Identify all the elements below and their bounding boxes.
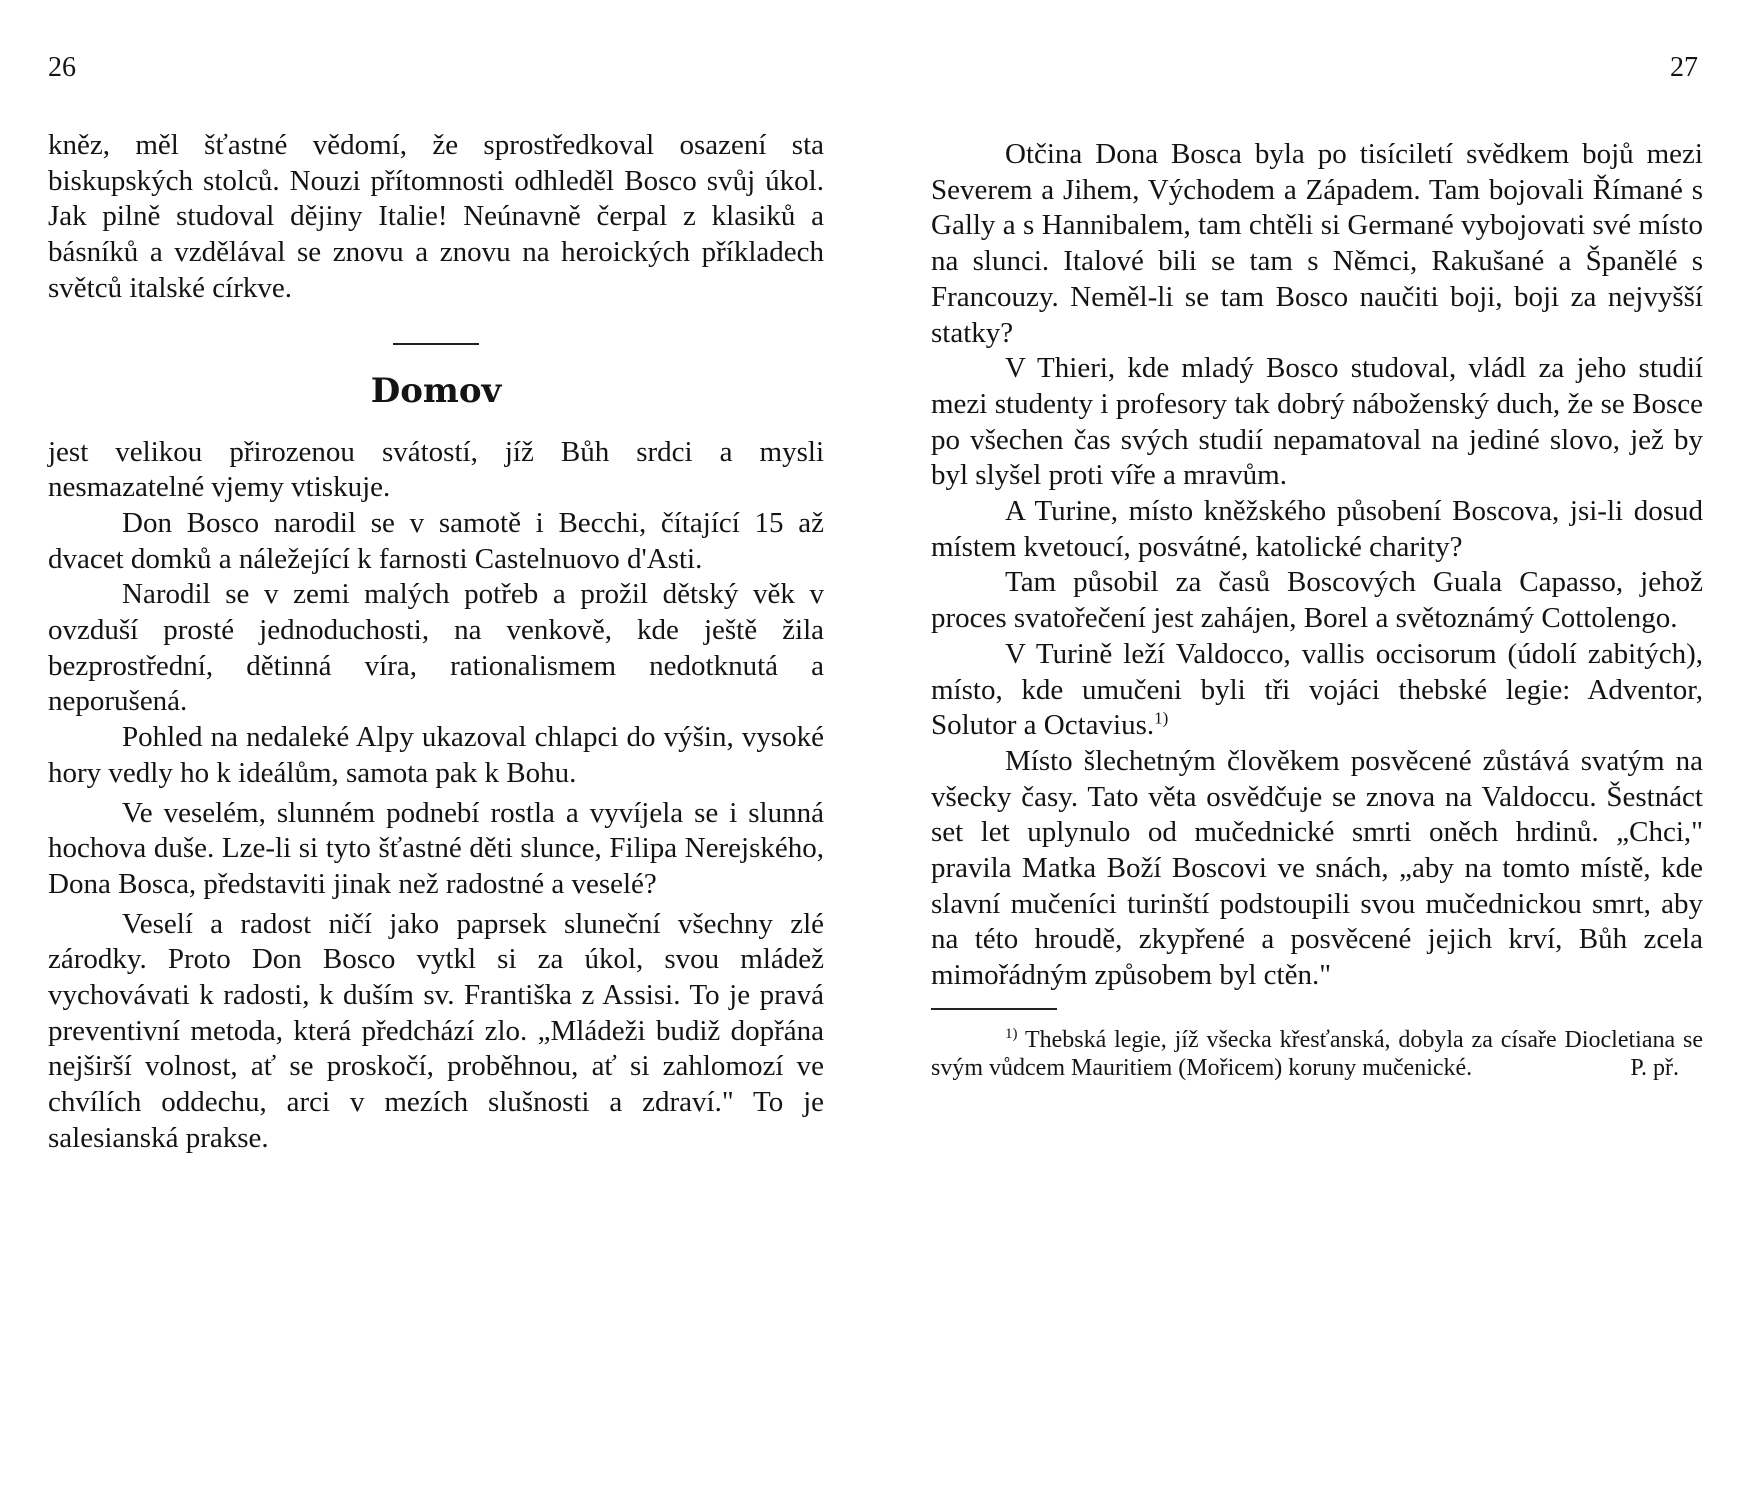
paragraph: Tam působil za časů Boscových Guala Capasso, jehož proces svatořečení jest zahájen, Borel a světoznámý Cottolengo. — [931, 566, 1703, 635]
paragraph: Pohled na nedaleké Alpy ukazoval chlapci do výšin, vysoké hory vedly ho k ideálům, samota pak k Bohu. — [48, 721, 824, 789]
paragraph: Veselí a radost ničí jako paprsek sluneční všechny zlé zárodky. Proto Don Bosco vytkl si za úkol, svou mládež vychovávati k radosti, k duším sv. Františka z Assisi. To je pravá preventivní metoda, která předchází zlo. „Mládeži budiž dopřána nejširší volnost, ať se proskočí, proběhnou, ať si zahlomozí ve chvílích oddechu, arci v mezích slušnosti a zdraví." To je salesianská prakse. — [48, 907, 824, 1154]
footnote-reference: 1) — [1154, 708, 1169, 728]
right-text-column — [931, 137, 1703, 1082]
paragraph: Narodil se v zemi malých potřeb a prožil dětský věk v ovzduší prosté jednoduchosti, na venkově, kde ještě žila bezprostřední, dětinná víra, rationalismem nedotknutá a neporušená. — [48, 578, 824, 718]
paragraph: Don Bosco narodil se v samotě i Becchi, čítající 15 až dvacet domků a náležející k farnosti Castelnuovo d'Asti. — [48, 506, 824, 575]
paragraph: V Thieri, kde mladý Bosco studoval, vládl za jeho studií mezi studenty i profesory tak dobrý náboženský duch, že se Bosce po všechen čas svých studií nepamatoval na jediné slovo, jež by byl slyšel proti víře a mravům. — [931, 352, 1703, 492]
paragraph: Místo šlechetným člověkem posvěcené zůstává svatým na všecky časy. Tato věta osvědčuje se znova na Valdoccu. Šestnáct set let uplynulo od mučednické smrti oněch hrdinů. „Chci," pravila Matka Boží Boscovi ve snách, „aby na tomto místě, kde slavní mučeníci turinští podstoupili svou mučednickou smrt, aby na této hroudě, zkypřené a posvěcené jejich krví, Bůh zcela mimořádným způsobem byl ctěn." — [931, 744, 1703, 992]
paragraph: Otčina Dona Bosca byla po tisíciletí svědkem bojů mezi Severem a Jihem, Východem a Západem. Tam bojovali Římané s Gally a s Hannibalem, tam chtěli si Germané vybojovati své místo na slunci. Italové bili se tam s Němci, Rakušané a Španělé s Francouzy. Neměl-li se tam Bosco naučiti boji, boji za nejvyšší statky? — [931, 138, 1703, 349]
footnote-signature: P. př. — [1630, 1054, 1679, 1081]
footnote-text: Thebská legie, jíž všecka křesťanská, dobyla za císaře Diocletiana se svým vůdcem Mauritiem (Mořicem) koruny mučenické. — [931, 1026, 1703, 1081]
footnote-marker: 1) — [1005, 1025, 1018, 1042]
right-page — [873, 0, 1746, 1500]
paragraph: Ve veselém, slunném podnebí rostla a vyvíjela se i slunná hochova duše. Lze-li si tyto šťastné děti slunce, Filipa Nerejského, Dona Bosca, představiti jinak než radostné a veselé? — [48, 796, 824, 900]
footnote — [931, 1020, 1703, 1082]
left-text-column — [48, 128, 824, 1157]
page-number-right: 27 — [1670, 52, 1698, 83]
footnote-divider — [931, 1008, 1057, 1010]
paragraph: A Turine, místo kněžského působení Boscova, jsi-li dosud místem kvetoucí, posvátné, katolické charity? — [931, 495, 1703, 563]
section-divider — [393, 343, 479, 345]
section-heading: Domov — [370, 370, 502, 411]
page-number-left: 26 — [48, 52, 76, 83]
paragraph-text: V Turině leží Valdocco, vallis occisorum (údolí zabitých), místo, kde umučeni byli tři vojáci thebské legie: Adventor, Solutor a Octavius. — [931, 637, 1703, 742]
paragraph — [931, 637, 1703, 744]
paragraph: jest velikou přirozenou svátostí, jíž Bůh srdci a mysli nesmazatelné vjemy vtiskuje. — [48, 435, 824, 504]
paragraph: kněz, měl šťastné vědomí, že sprostředkoval osazení sta biskupských stolců. Nouzi přítomnosti odhleděl Bosco svůj úkol. Jak pilně studoval dějiny Italie! Neúnavně čerpal z klasiků a básníků a vzdělával se znovu a znovu na heroických příkladech světců italské církve. — [48, 129, 824, 304]
